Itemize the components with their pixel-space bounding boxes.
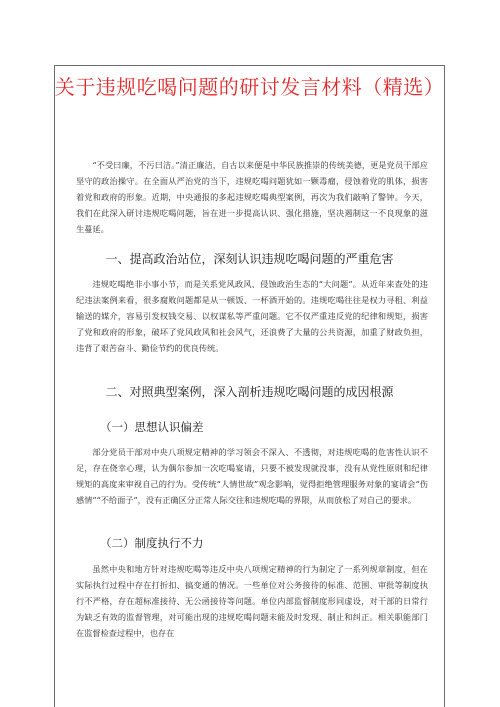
section1-paragraph: 违规吃喝绝非小事小节，而是关系党风政风、侵蚀政治生态的“大问题”。从近年来查处的违纪违法案例来看，很多腐败问题都是从一顿饭、一杯酒开始的。违规吃喝往往是权力寻租、利益输送的媒介，容易引发权钱交易、以权谋私等严重问题。它不仅严重违反党的纪律和规矩，损害了党和政府的形象，破坏了党风政风和社会风气，还浪费了大量的公共资源，加重了财政负担，违背了艰苦奋斗、勤俭节约的优良传统。 [76,279,428,353]
subsection1-heading: （一）思想认识偏差 [100,420,204,434]
subsection1-paragraph: 部分党员干部对中央八项规定精神的学习领会不深入、不透彻，对违规吃喝的危害性认识不足，存在侥幸心理，认为偶尔参加一次吃喝宴请，只要不被发现就没事，没有从党性原则和纪律规矩的高度来审视自己的行为。受传统“人情世故”观念影响，觉得拒绝管理服务对象的宴请会“伤感情”“不给面子”，没有正确区分正常人际交往和违规吃喝的界限，从而放松了对自己的要求。 [76,447,428,505]
subsection2-paragraph: 虽然中央和地方针对违规吃喝等违反中央八项规定精神的行为制定了一系列规章制度，但在实际执行过程中存在打折扣、搞变通的情况。一些单位对公务接待的标准、范围、审批等制度执行不严格，存在超标准接待、无公函接待等问题。单位内部监督制度形同虚设，对干部的日常行为缺乏有效的监督管理，对可能出现的违规吃喝问题未能及时发现、制止和纠正。相关职能部门在监督检查过程中，也存在 [76,564,428,638]
intro-paragraph: “不受曰廉，不污曰洁。”清正廉洁，自古以来便是中华民族推崇的传统美德，更是党员干部应坚守的政治操守。在全面从严治党的当下，违规吃喝问题犹如一颗毒瘤，侵蚀着党的肌体，损害着党和政府的形象。近期，中央通报的多起违规吃喝典型案例，再次为我们敲响了警钟。今天，我们在此深入研讨违规吃喝问题，旨在进一步提高认识、强化措施，坚决遏制这一不良现象的滋生蔓延。 [76,160,428,234]
section2-heading: 二、对照典型案例，深入剖析违规吃喝问题的成因根源 [105,385,394,399]
section1-heading: 一、提高政治站位，深刻认识违规吃喝问题的严重危害 [105,252,394,266]
subsection2-heading: （二）制度执行不力 [100,536,204,550]
document-title: 关于违规吃喝问题的研讨发言材料（精选） [54,75,445,99]
